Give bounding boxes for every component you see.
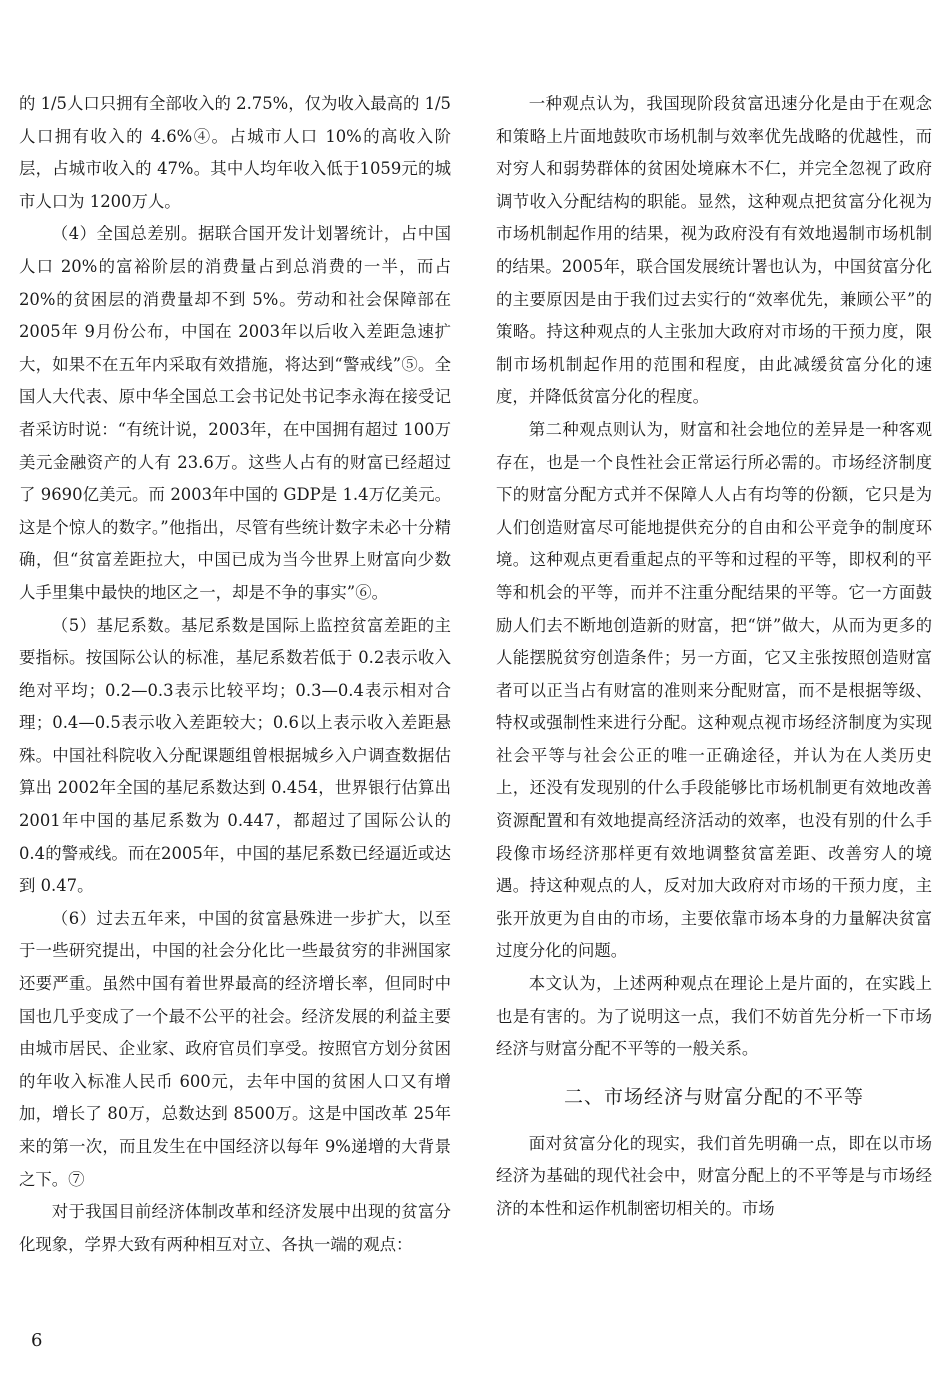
paragraph: 第二种观点则认为，财富和社会地位的差异是一种客观存在，也是一个良性社会正常运行所必需的。市场经济制度下的财富分配方式并不保障人人占有均等的份额，它只是为人们创造财富尽可能地提供充分的自由和公平竞争的制度环境。这种观点更看重起点的平等和过程的平等，即权利的平等和机会的平等，而并不注重分配结果的平等。它一方面鼓励人们去不断地创造新的财富，把“饼”做大，从而为更多的人能摆脱贫穷创造条件；另一方面，它又主张按照创造财富者可以正当占有财富的准则来分配财富，而不是根据等级、特权或强制性来进行分配。这种观点视市场经济制度为实现社会平等与社会公正的唯一正确途径，并认为在人类历史上，还没有发现别的什么手段能够比市场机制更有效地改善资源配置和有效地提高经济活动的效率，也没有别的什么手段像市场经济那样更有效地调整贫富差距、改善穷人的境遇。持这种观点的人，反对加大政府对市场的干预力度，主张开放更为自由的市场，主要依靠市场本身的力量解决贫富过度分化的问题。 [496,419,932,961]
page-number: 6 [31,1330,43,1351]
left-column [19,88,451,1261]
paragraph: 的 1/5人口只拥有全部收入的 2.75%，仅为收入最高的 1/5人口拥有收入的 4.6%④。占城市人口 10%的高收入阶层，占城市收入的 47%。其中人均年收入低于1059元的城市人口为 1200万人。 [19,94,451,211]
section-heading: 二、市场经济与财富分配的不平等 [563,1085,864,1108]
paragraph: 本文认为，上述两种观点在理论上是片面的，在实践上也是有害的。为了说明这一点，我们不妨首先分析一下市场经济与财富分配不平等的一般关系。 [496,974,932,1059]
paragraph: （5）基尼系数。基尼系数是国际上监控贫富差距的主要指标。按国际公认的标准，基尼系数若低于 0.2表示收入绝对平均；0.2—0.3表示比较平均；0.3—0.4表示相对合理；0.4—0.5表示收入差距较大；0.6以上表示收入差距悬殊。中国社科院收入分配课题组曾根据城乡入户调查数据估算出 2002年全国的基尼系数达到 0.454，世界银行估算出 2001年中国的基尼系数为 0.447，都超过了国际公认的 0.4的警戒线。而在2005年，中国的基尼系数已经逼近或达到 0.47。 [19,615,451,896]
right-column [496,88,932,1226]
paragraph: （6）过去五年来，中国的贫富悬殊进一步扩大，以至于一些研究提出，中国的社会分化比一些最贫穷的非洲国家还要严重。虽然中国有着世界最高的经济增长率，但同时中国也几乎变成了一个最不公平的社会。经济发展的利益主要由城市居民、企业家、政府官员们享受。按照官方划分贫困的年收入标准人民币 600元，去年中国的贫困人口又有增加，增长了 80万，总数达到 8500万。这是中国改革 25年来的第一次，而且发生在中国经济以每年 9%递增的大背景之下。⑦ [19,908,451,1189]
paragraph: （4）全国总差别。据联合国开发计划署统计，占中国人口 20%的富裕阶层的消费量占到总消费的一半，而占 20%的贫困层的消费量却不到 5%。劳动和社会保障部在 2005年 9月份公布，中国在 2003年以后收入差距急速扩大，如果不在五年内采取有效措施，将达到“警戒线”⑤。全国人大代表、原中华全国总工会书记处书记李永海在接受记者采访时说：“有统计说，2003年，在中国拥有超过 100万美元金融资产的人有 23.6万。这些人占有的财富已经超过了 9690亿美元。而 2003年中国的 GDP是 1.4万亿美元。这是个惊人的数字。”他指出，尽管有些统计数字未必十分精确，但“贫富差距拉大，中国已成为当今世界上财富向少数人手里集中最快的地区之一，却是不争的事实”⑥。 [19,224,451,602]
paragraph: 面对贫富分化的现实，我们首先明确一点，即在以市场经济为基础的现代社会中，财富分配上的不平等是与市场经济的本性和运作机制密切相关的。市场 [496,1133,932,1218]
paragraph: 一种观点认为，我国现阶段贫富迅速分化是由于在观念和策略上片面地鼓吹市场机制与效率优先战略的优越性，而对穷人和弱势群体的贫困处境麻木不仁，并完全忽视了政府调节收入分配结构的职能。显然，这种观点把贫富分化视为市场机制起作用的结果，视为政府没有有效地遏制市场机制的结果。2005年，联合国发展统计署也认为，中国贫富分化的主要原因是由于我们过去实行的“效率优先，兼顾公平”的策略。持这种观点的人主张加大政府对市场的干预力度，限制市场机制起作用的范围和程度，由此减缓贫富分化的速度，并降低贫富分化的程度。 [496,94,932,407]
paragraph: 对于我国目前经济体制改革和经济发展中出现的贫富分化现象，学界大致有两种相互对立、各执一端的观点： [19,1202,451,1254]
